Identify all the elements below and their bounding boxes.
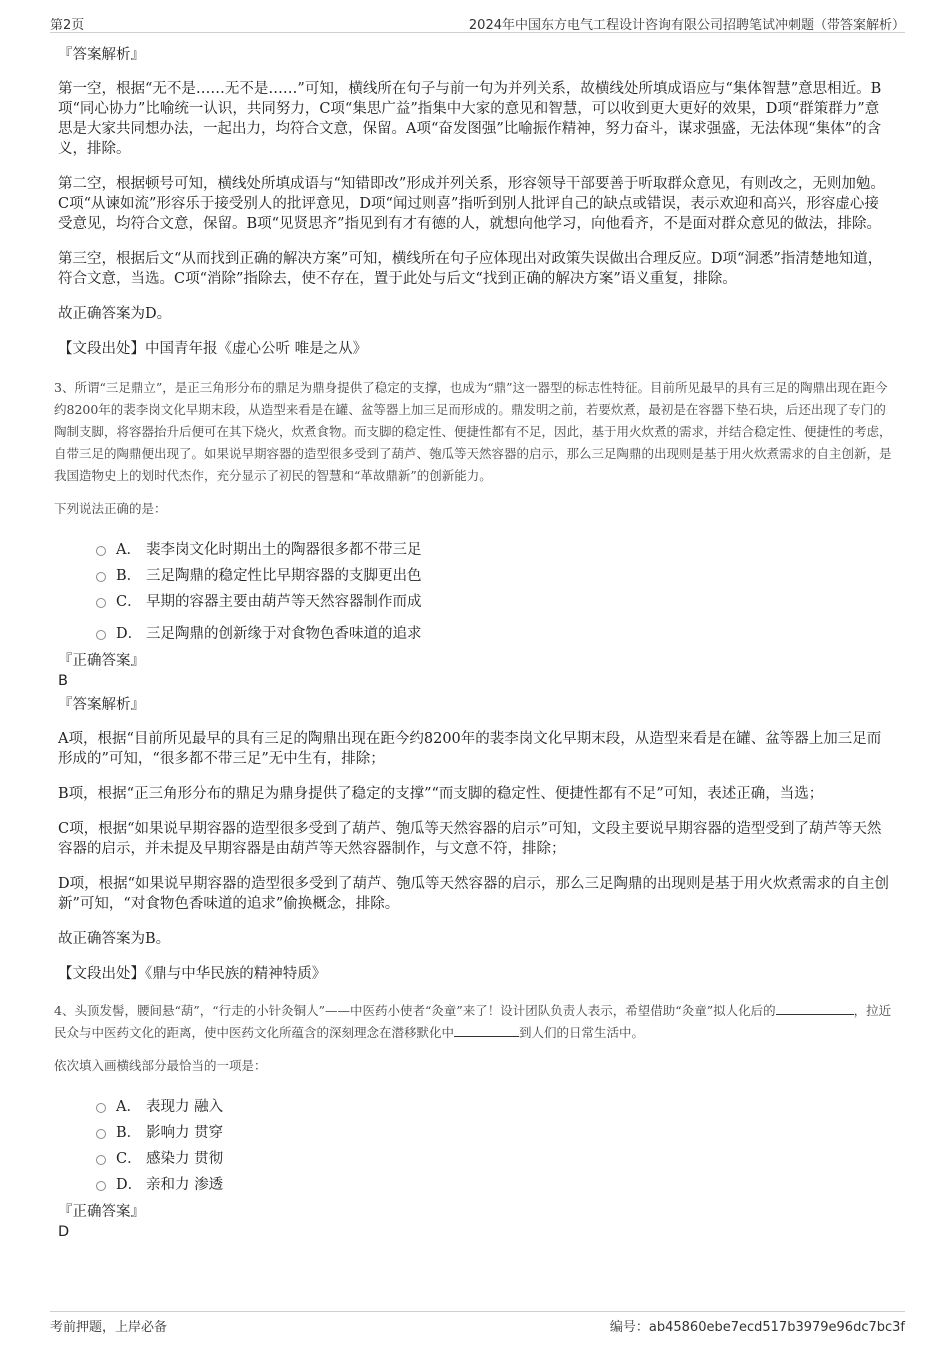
q3-answer: B [58, 673, 68, 689]
q2-analysis-paragraph: 第二空，根据顿号可知，横线处所填成语与“知错即改”形成并列关系，形容领导干部要善于听取群众意见，有则改之，无则加勉。C项“从谏如流”形容乐于接受别人的批评意见，D项“闻过则喜”指听到别人批评自己的缺点或错误，表示欢迎和高兴，形容虚心接受意见，均符合文意，保留。B项“见贤思齐”指见到有才有德的人，就想向他学习，向他看齐，不是面对群众意见的做法，排除。 [58, 176, 885, 232]
q2-analysis-paragraph: 第一空，根据“无不是……无不是……”可知，横线所在句子与前一句为并列关系，故横线处所填成语应与“集体智慧”意思相近。B项“同心协力”比喻统一认识，共同努力，C项“集思广益”指集中大家的意见和智慧，可以收到更大更好的效果，D项“群策群力”意思是大家共同想办法，一起出力，均符合文意，保留。A项“奋发图强”比喻振作精神，努力奋斗，谋求强盛，无法体现“集体”的含义，排除。 [58, 81, 882, 157]
q3-option-a[interactable]: A． 裴李岗文化时期出土的陶器很多都不带三足 [96, 537, 893, 563]
page-number: 第2页 [50, 18, 85, 33]
fill-blank [776, 1002, 854, 1015]
q2-source: 【文段出处】中国青年报《虚心公听 唯是之从》 [58, 341, 368, 357]
q4-option-d[interactable]: D． 亲和力 渗透 [96, 1172, 893, 1198]
q3-option-c[interactable]: C． 早期的容器主要由葫芦等天然容器制作而成 [96, 589, 893, 615]
document-body [54, 45, 893, 1246]
q3-option-b[interactable]: B． 三足陶鼎的稳定性比早期容器的支脚更出色 [96, 563, 893, 589]
q3-option-d[interactable]: D． 三足陶鼎的创新缘于对食物色香味道的追求 [96, 621, 893, 647]
q2-analysis-label: 『答案解析』 [58, 47, 145, 63]
radio-icon[interactable] [96, 630, 106, 640]
q3-analysis-label: 『答案解析』 [58, 697, 145, 713]
radio-icon[interactable] [96, 1181, 106, 1191]
radio-icon[interactable] [96, 546, 106, 556]
fill-blank [454, 1024, 519, 1037]
q3-conclusion: 故正确答案为B。 [58, 931, 171, 947]
document-title: 2024年中国东方电气工程设计咨询有限公司招聘笔试冲刺题（带答案解析） [468, 18, 905, 33]
radio-icon[interactable] [96, 1103, 106, 1113]
radio-icon[interactable] [96, 598, 106, 608]
q3-analysis-paragraph: D项，根据“如果说早期容器的造型很多受到了葫芦、匏瓜等天然容器的启示，那么三足陶鼎的出现则是基于用火炊煮需求的自主创新”可知，“对食物色香味道的追求”偷换概念，排除。 [58, 876, 890, 912]
q4-option-b[interactable]: B． 影响力 贯穿 [96, 1120, 893, 1146]
radio-icon[interactable] [96, 1155, 106, 1165]
q3-passage: 3、所谓“三足鼎立”，是正三角形分布的鼎足为鼎身提供了稳定的支撑，也成为“鼎”这一器型的标志性特征。目前所见最早的具有三足的陶鼎出现在距今约8200年的裴李岗文化早期末段，从造型来看是在罐、盆等器上加三足而形成的。鼎发明之前，若要炊煮，最初是在容器下垫石块，后还出现了专门的陶制支脚，将容器抬升后便可在其下烧火，炊煮食物。而支脚的稳定性、便捷性都有不足，因此，基于用火炊煮的需求，并结合稳定性、便捷性的考虑，自带三足的陶鼎便出现了。如果说早期容器的造型很多受到了葫芦、匏瓜等天然容器的启示，那么三足陶鼎的出现则是基于用火炊煮需求的自主创新，是我国造物史上的划时代杰作，充分显示了初民的智慧和“革故鼎新”的创新能力。 [54, 380, 892, 483]
q3-analysis-paragraph: B项，根据“正三角形分布的鼎足为鼎身提供了稳定的支撑”“而支脚的稳定性、便捷性都有不足”可知，表述正确，当选； [58, 786, 824, 802]
page-footer [50, 1311, 905, 1336]
q2-analysis-paragraph: 第三空，根据后文“从而找到正确的解决方案”可知，横线所在句子应体现出对政策失误做出合理反应。D项“洞悉”指清楚地知道，符合文意，当选。C项“消除”指除去，使不存在，置于此处与后文“找到正确的解决方案”语义重复，排除。 [58, 251, 883, 287]
q4-prompt: 依次填入画横线部分最恰当的一项是： [54, 1058, 267, 1073]
footer-slogan: 考前押题，上岸必备 [50, 1320, 168, 1335]
q3-analysis-paragraph: A项，根据“目前所见最早的具有三足的陶鼎出现在距今约8200年的裴李岗文化早期末段，从造型来看是在罐、盆等器上加三足而形成的”可知，“很多都不带三足”无中生有，排除； [58, 731, 882, 767]
q4-answer-label: 『正确答案』 [58, 1204, 145, 1220]
q3-prompt: 下列说法正确的是： [54, 501, 167, 516]
q2-conclusion: 故正确答案为D。 [58, 306, 172, 322]
q4-passage: 4、头顶发髻，腰间悬“葫”，“行走的小针灸铜人”——中医药小使者“灸童”来了！设计团队负责人表示，希望借助“灸童”拟人化后的 ，拉近民众与中医药文化的距离，使中医药文化所蕴含的深刻理念在潜移默化中 到人们的日常生活中。 [54, 1003, 892, 1040]
radio-icon[interactable] [96, 1129, 106, 1139]
q4-answer: D [58, 1224, 70, 1240]
q4-option-c[interactable]: C． 感染力 贯彻 [96, 1146, 893, 1172]
q4-option-a[interactable]: A． 表现力 融入 [96, 1094, 893, 1120]
q3-answer-label: 『正确答案』 [58, 653, 145, 669]
page-header [50, 12, 905, 33]
radio-icon[interactable] [96, 572, 106, 582]
q3-source: 【文段出处】《鼎与中华民族的精神特质》 [58, 966, 327, 982]
document-id: 编号：ab45860ebe7ecd517b3979e96dc7bc3f [609, 1320, 905, 1335]
q3-analysis-paragraph: C项，根据“如果说早期容器的造型很多受到了葫芦、匏瓜等天然容器的启示”可知，文段主要说早期容器的造型受到了葫芦等天然容器的启示，并未提及早期容器是由葫芦等天然容器制作，与文意不符，排除； [58, 821, 882, 857]
